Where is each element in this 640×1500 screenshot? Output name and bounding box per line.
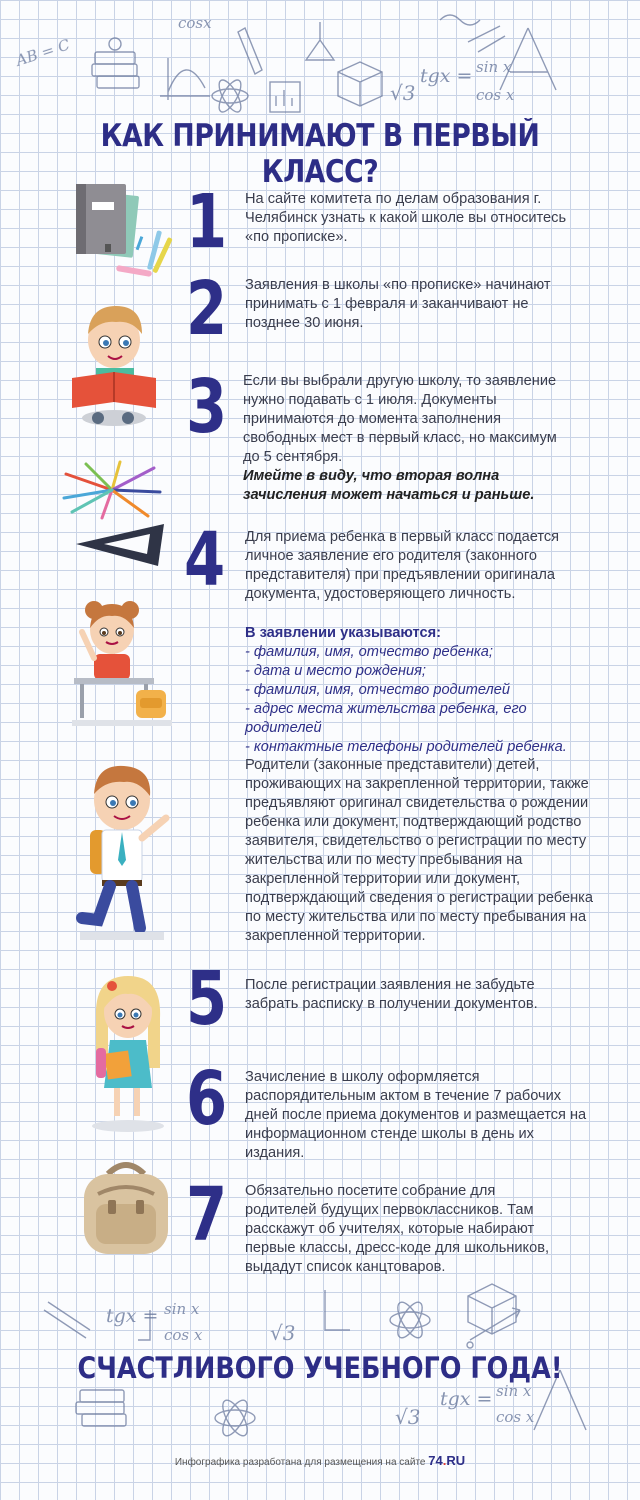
step-1-number: 1 [186, 179, 228, 265]
step-3-text: Если вы выбрали другую школу, то заявление нужно подавать с 1 июля. Документы принимаются до момента заполнения свободных мест в первый класс, но максимум до 5 сентября. [243, 373, 557, 465]
doodle-tgx-bottom2: tgx = [440, 1388, 493, 1410]
doodle-tgx-top: tgx = [420, 65, 473, 87]
doodle-sqrt-top: √3 [390, 81, 416, 105]
step-4-list-item: - фамилия, имя, отчество родителей [245, 682, 510, 698]
backpack-illustration [78, 1160, 174, 1260]
step-3-note: Имейте в виду, что вторая волна зачисления может начаться и раньше. [243, 468, 535, 503]
girl-books-illustration [88, 968, 168, 1136]
step-4-list-item: - контактные телефоны родителей ребенка. [245, 739, 567, 755]
step-7-text: Обязательно посетите собрание для родителей будущих первоклассников. Там расскажут об учителях, которые набирают первые классы, дресс-коде для школьников, выдадут список канцтоваров. [245, 1183, 549, 1275]
step-4-list-title: В заявлении указываются: [245, 625, 441, 641]
girl-desk-illustration [72, 598, 172, 730]
step-2-number: 2 [186, 266, 228, 352]
doodle-cosx-top: cosx [178, 14, 212, 32]
footer [0, 1453, 640, 1468]
doodle-tgx-bottom: tgx = [106, 1305, 159, 1327]
boy-running-illustration [76, 760, 176, 950]
brand-number: 74 [428, 1453, 443, 1468]
doodle-sqrt-bottom2: √3 [395, 1405, 421, 1429]
closing-title: СЧАСТЛИВОГО УЧЕБНОГО ГОДА! [77, 1351, 563, 1385]
step-6-text: Зачисление в школу оформляется распорядительным актом в течение 7 рабочих дней после приема документов и размещается на информационном стенде школы в день их издания. [245, 1069, 587, 1161]
footer-brand-link[interactable] [428, 1453, 465, 1468]
doodle-sinx-top: sin x [476, 58, 512, 76]
set-square-illustration [72, 522, 172, 570]
page-title: КАК ПРИНИМАЮТ В ПЕРВЫЙ КЛАСС? [100, 118, 540, 190]
brand-ru: RU [446, 1453, 466, 1468]
doodle-sinx-bottom2: sin x [496, 1382, 532, 1400]
doodle-cosx-bottom2: cos x [496, 1408, 535, 1426]
step-5-text: После регистрации заявления не забудьте забрать расписку в получении документов. [245, 977, 538, 1012]
doodle-sqrt-bottom: √3 [270, 1321, 296, 1345]
step-4-list-item: - адрес места жительства ребенка, его родителей [245, 701, 527, 736]
doodle-sinx-bottom: sin x [164, 1300, 200, 1318]
step-4-number: 4 [184, 517, 226, 603]
step-2-text: Заявления в школы «по прописке» начинают принимать с 1 февраля и заканчивают не позднее 30 июня. [245, 277, 551, 331]
step-3-number: 3 [186, 364, 228, 450]
step-5-number: 5 [186, 956, 228, 1042]
step-7-number: 7 [186, 1172, 228, 1258]
step-1-text: На сайте комитета по делам образования г. Челябинск узнать к какой школе вы относитесь «по прописке». [245, 191, 567, 245]
footer-text: Инфографика разработана для размещения на сайте [174, 1457, 426, 1468]
doodle-cosx-bottom: cos x [164, 1326, 203, 1344]
notebooks-illustration [70, 180, 180, 280]
step-4-list-item: - фамилия, имя, отчество ребенка; [245, 644, 493, 660]
step-4-block [245, 528, 575, 757]
step-6-number: 6 [186, 1056, 228, 1142]
brand-dot: . [442, 1453, 447, 1468]
step-4-extra-text: Родители (законные представители) детей, проживающих на закрепленной территории, также предъявляют оригинал свидетельства о рождении ребенка или документ, подтверждающий родство заявителя, свидетельство о регистрации по месту жительства или по месту пребывания на закрепленной территории или документ, подтверждающий сведения о регистрации ребенка по месту жительства или по месту пребывания на закрепленной территории. [245, 757, 593, 944]
step-4-text: Для приема ребенка в первый класс подается личное заявление его родителя (законного представителя) при предъявлении оригинала документа, удостоверяющего личность. [245, 529, 560, 602]
doodle-abc: AB = C [13, 35, 72, 70]
doodle-cosx-top2: cos x [476, 86, 515, 104]
step-3-block [243, 372, 573, 505]
step-4-list-item: - дата и место рождения; [245, 663, 426, 679]
boy-reading-illustration [70, 290, 160, 435]
pencils-illustration [62, 460, 162, 520]
